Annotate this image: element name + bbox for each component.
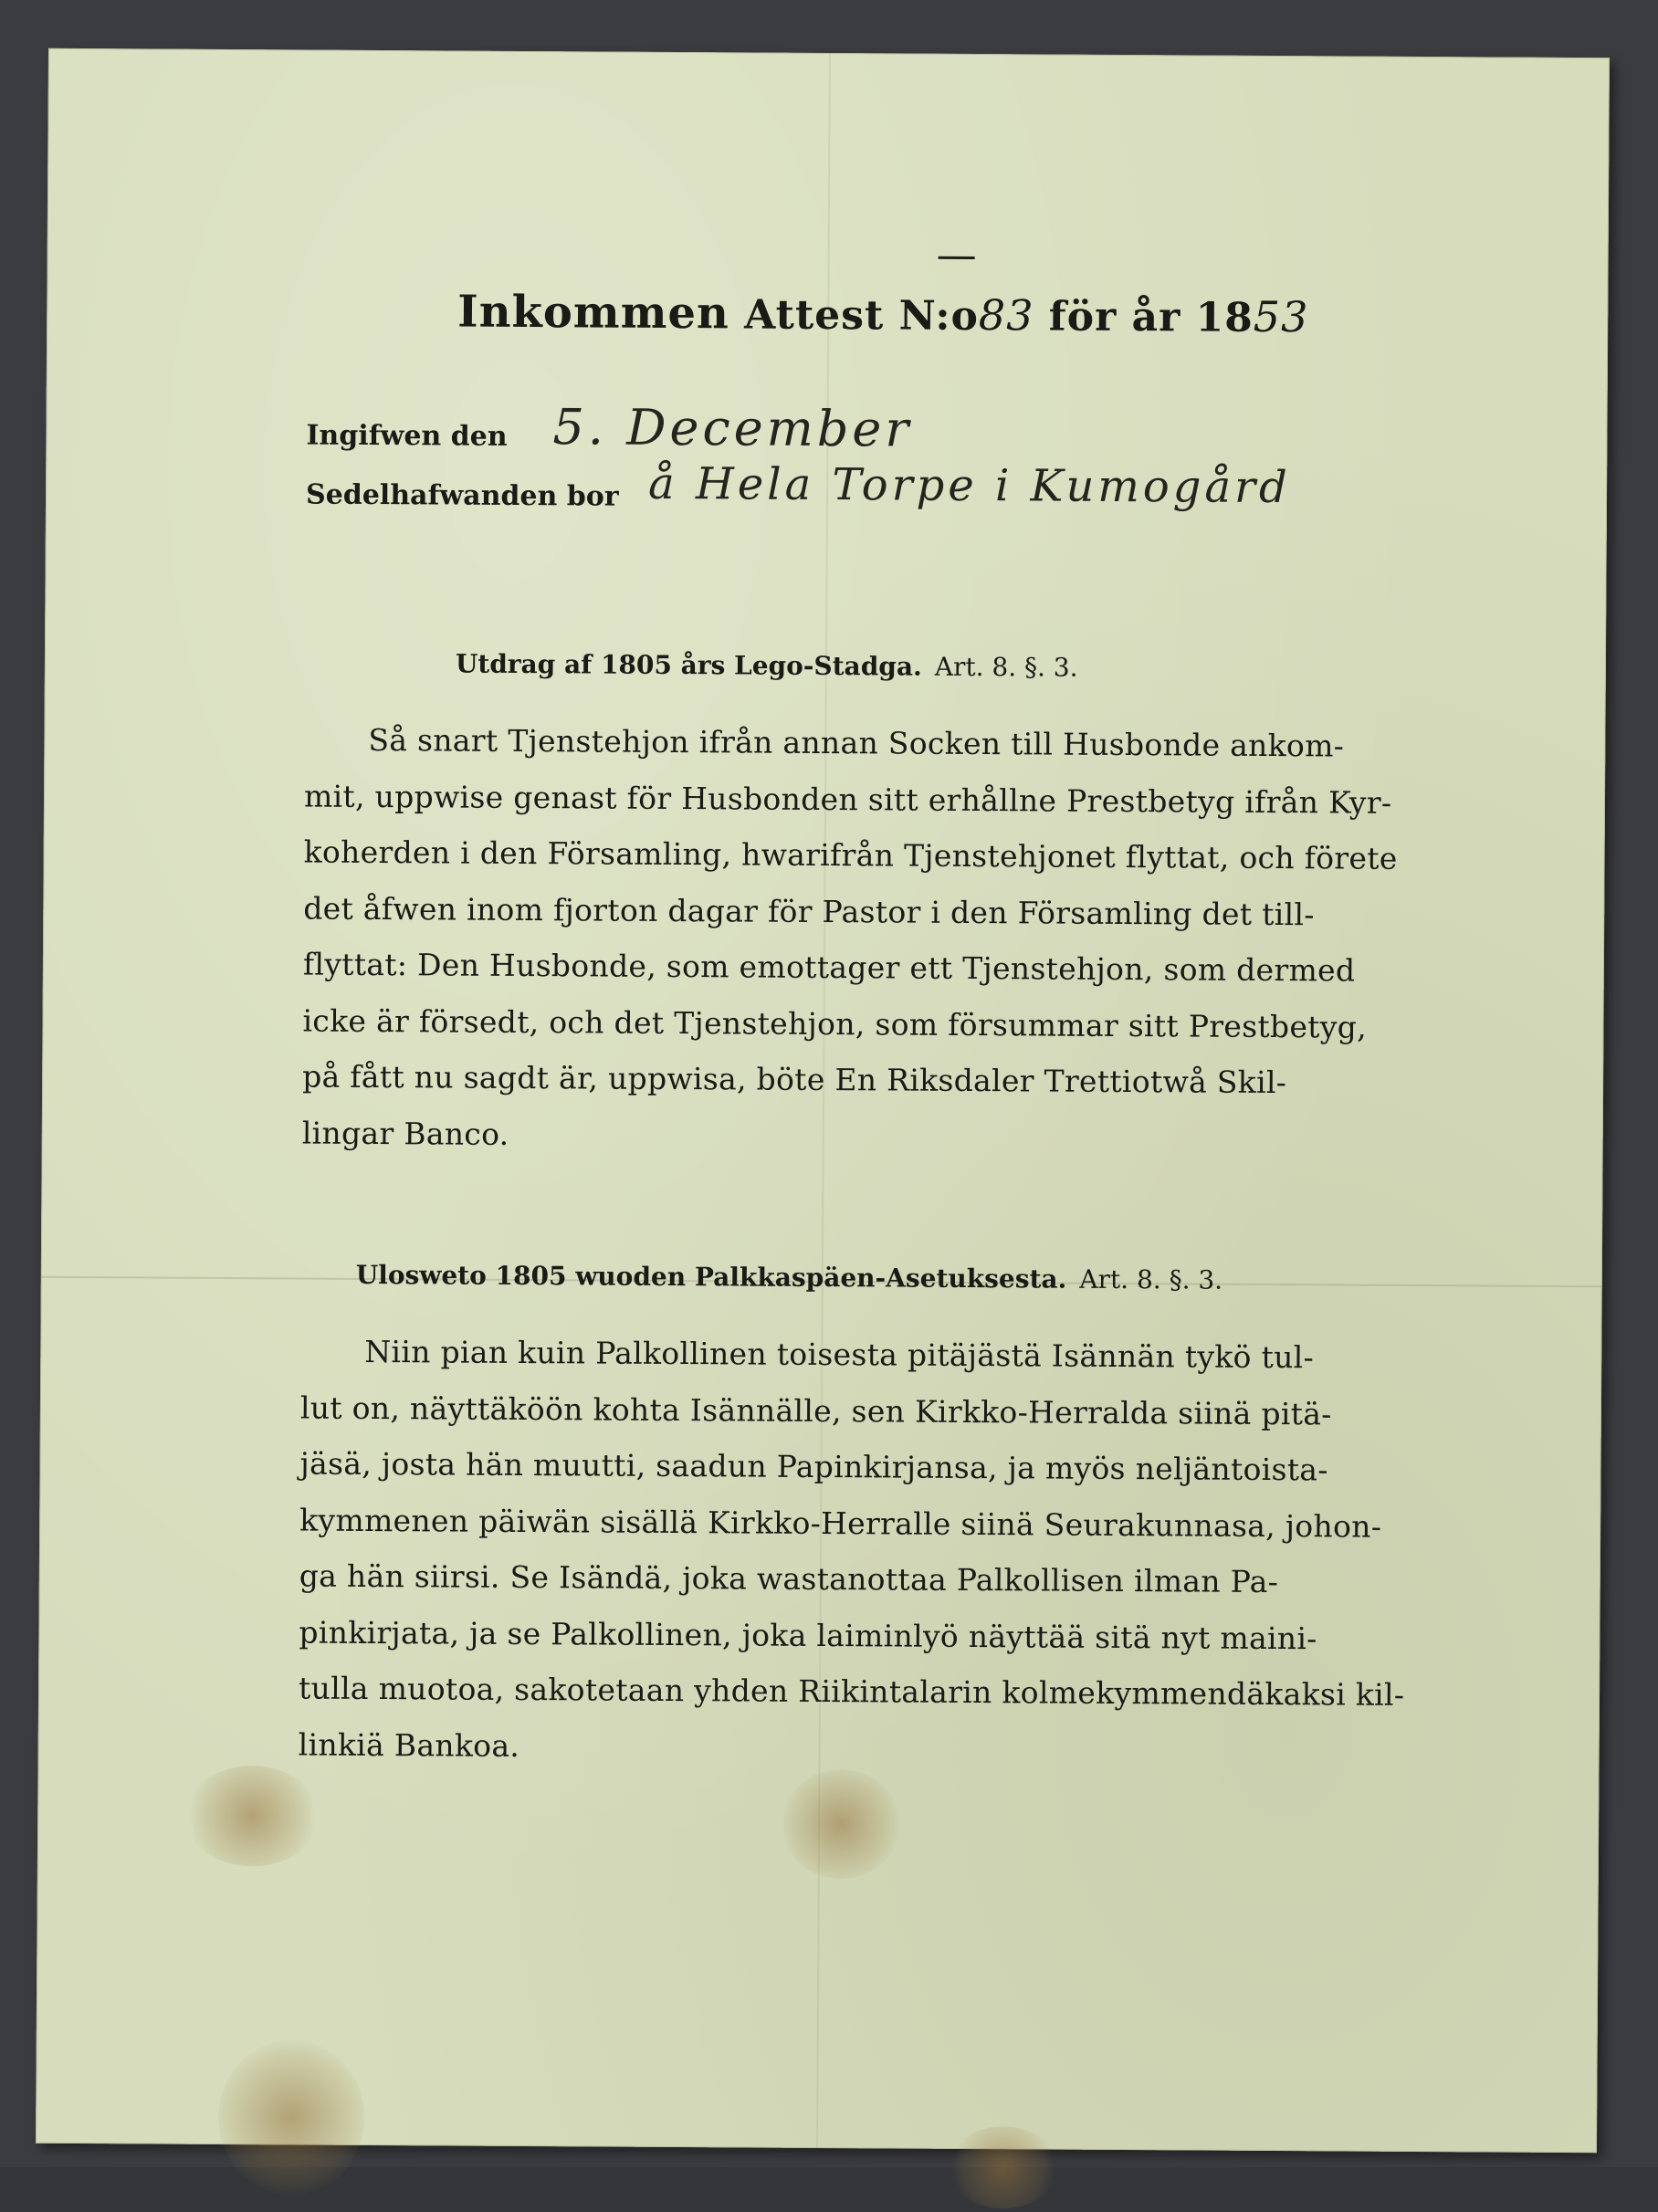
finnish-line: tulla muotoa, sakotetaan yhden Riikintalarin kolmekymmendäkaksi kil- bbox=[298, 1670, 1405, 1713]
finnish-heading-text: Ulosweto 1805 wuoden Palkkaspäen-Asetuksesta. bbox=[355, 1259, 1067, 1295]
sedel-label: Sedelhafwanden bor bbox=[305, 478, 619, 513]
title-attest: Attest N:o bbox=[744, 291, 980, 341]
document-sheet bbox=[36, 48, 1610, 2153]
swedish-heading-text: Utdrag af 1805 års Lego-Stadga. bbox=[455, 648, 922, 682]
title-year-suffix: 53 bbox=[1253, 291, 1309, 342]
document-title bbox=[457, 287, 1370, 343]
swedish-line: lingar Banco. bbox=[301, 1115, 509, 1152]
finnish-line: pinkirjata, ja se Palkollinen, joka laiminlyö näyttää sitä nyt maini- bbox=[299, 1614, 1317, 1656]
title-dash bbox=[939, 257, 975, 259]
sedel-value: å Hela Torpe i Kumogård bbox=[647, 457, 1291, 514]
water-stain bbox=[184, 1766, 321, 1867]
water-stain bbox=[949, 2126, 1059, 2209]
swedish-line: mit, uppwise genast för Husbonden sitt erhållne Prestbetyg ifrån Kyr- bbox=[303, 778, 1392, 821]
finnish-heading bbox=[356, 1260, 1223, 1295]
ingifwen-label: Ingifwen den bbox=[306, 419, 508, 453]
water-stain bbox=[218, 2039, 365, 2196]
finnish-line: kymmenen päiwän sisällä Kirkko-Herralle siinä Seurakunnasa, johon- bbox=[299, 1502, 1382, 1545]
swedish-line: Så snart Tjenstehjon ifrån annan Socken till Husbonde ankom- bbox=[368, 721, 1345, 764]
finnish-article: Art. 8. §. 3. bbox=[1079, 1263, 1223, 1295]
swedish-line: flyttat: Den Husbonde, som emottager ett Tjenstehjon, som dermed bbox=[302, 946, 1356, 989]
finnish-line: jäsä, josta hän muutti, saadun Papinkirjansa, ja myös neljäntoista- bbox=[299, 1445, 1328, 1488]
finnish-line: Niin pian kuin Palkollinen toisesta pitäjästä Isännän tykö tul- bbox=[364, 1333, 1315, 1376]
swedish-line: koherden i den Församling, hwarifrån Tjenstehjonet flyttat, och förete bbox=[303, 833, 1398, 876]
swedish-heading bbox=[456, 649, 1078, 683]
finnish-paragraph bbox=[298, 1324, 1419, 1779]
swedish-paragraph bbox=[302, 712, 1423, 1168]
swedish-line: på fått nu sagdt är, uppwisa, böte En Riksdaler Trettiotwå Skil- bbox=[302, 1058, 1287, 1101]
finnish-line: lut on, näyttäköön kohta Isännälle, sen Kirkko-Herralda siinä pitä- bbox=[299, 1389, 1332, 1431]
ingifwen-value: 5. December bbox=[552, 398, 913, 458]
finnish-line: ga hän siirsi. Se Isändä, joka wastanottaa Palkollisen ilman Pa- bbox=[299, 1557, 1279, 1600]
title-prefix: Inkommen bbox=[457, 286, 730, 340]
water-stain bbox=[782, 1769, 901, 1880]
swedish-line: det åfwen inom fjorton dagar för Pastor i den Församling det till- bbox=[303, 890, 1315, 932]
title-number: 83 bbox=[978, 290, 1034, 341]
swedish-article: Art. 8. §. 3. bbox=[934, 651, 1078, 683]
title-year-label: för år 18 bbox=[1048, 293, 1254, 341]
swedish-line: icke är försedt, och det Tjenstehjon, som försummar sitt Prestbetyg, bbox=[302, 1002, 1368, 1045]
finnish-line: linkiä Bankoa. bbox=[298, 1726, 520, 1764]
